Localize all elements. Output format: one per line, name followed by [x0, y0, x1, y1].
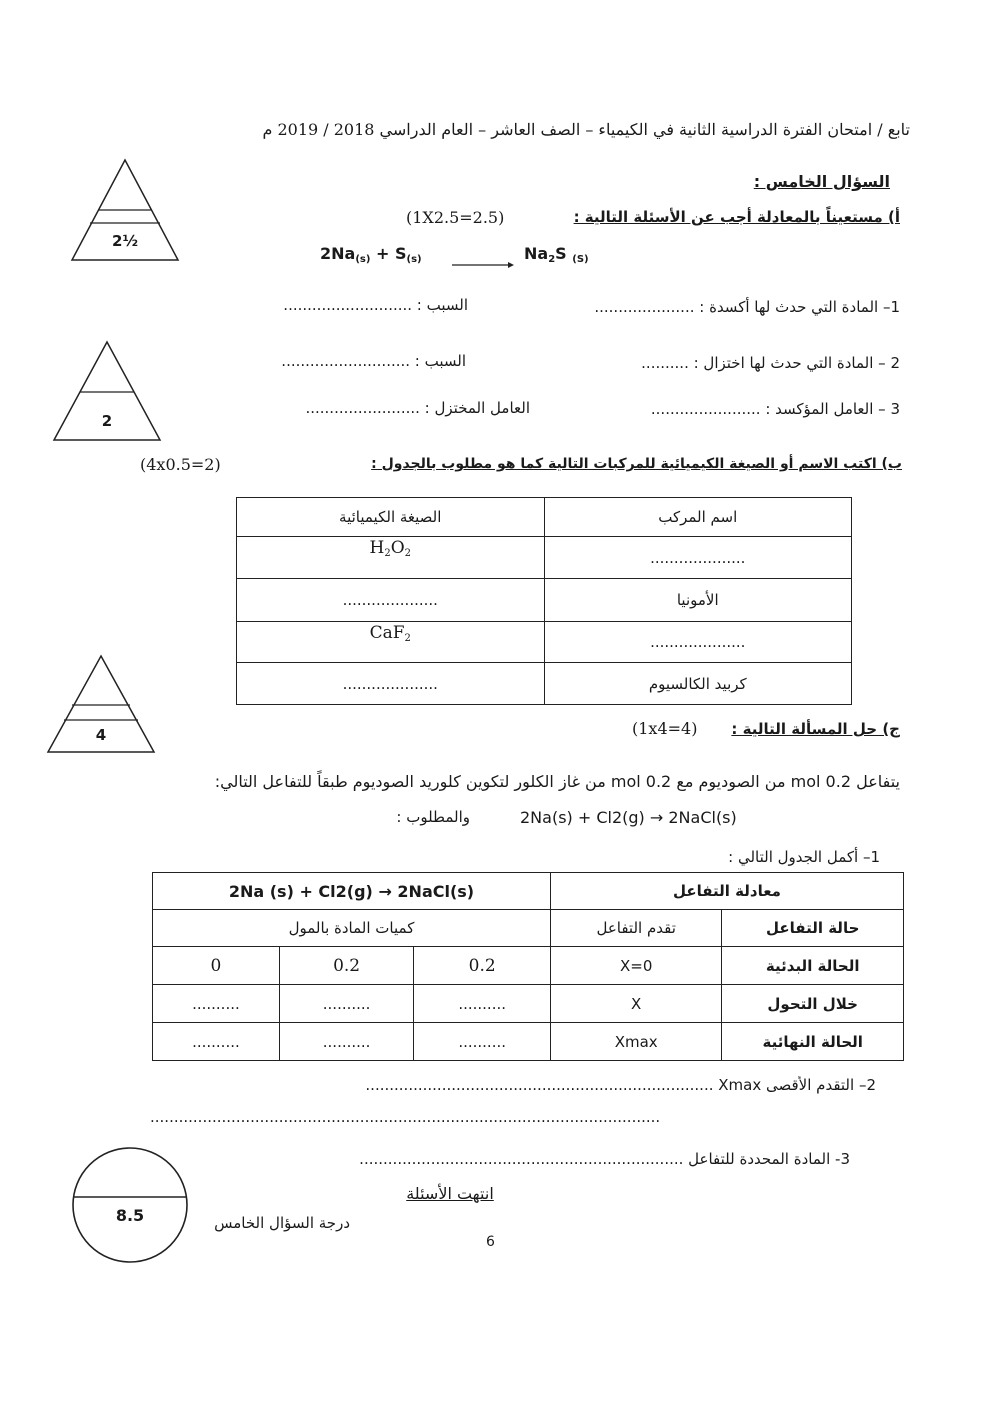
- part-b-marks: (4x0.5=2): [140, 455, 221, 474]
- formula-cell: [237, 622, 545, 663]
- header-equation: معادلة التفاعل: [550, 873, 903, 910]
- part-c-heading: ج) حل المسألة التالية :: [731, 720, 900, 738]
- required-label: والمطلوب :: [396, 808, 470, 826]
- q2-text: 2 – المادة التي حدث لها اختزال : ..........: [641, 354, 900, 372]
- cell-progress: X=0: [550, 947, 721, 985]
- formula-h: H: [369, 538, 385, 558]
- compound-table: [236, 497, 852, 705]
- task2-answer-line[interactable]: ...........................................................................................................: [150, 1108, 661, 1126]
- part-a-marks: (1X2.5=2.5): [406, 208, 505, 227]
- page-number: 6: [486, 1234, 495, 1250]
- reaction-table: [152, 872, 904, 1061]
- part-a-heading: أ) مستعيناً بالمعادلة أجب عن الأسئلة التالية :: [573, 208, 900, 226]
- formula-cell: [237, 537, 545, 579]
- name-cell: الأمونيا: [544, 579, 852, 622]
- col-name-header: اسم المركب: [544, 498, 852, 537]
- cell-state: الحالة النهائية: [722, 1023, 904, 1061]
- task2-text[interactable]: 2– التقدم الأقصى Xmax .........................................................................: [365, 1076, 876, 1094]
- cell-na: 0.2: [414, 947, 551, 985]
- equation-a: [320, 244, 422, 265]
- name-cell: كربيد الكالسيوم: [544, 663, 852, 705]
- cell-cl[interactable]: ..........: [279, 985, 414, 1023]
- formula-o: O: [390, 538, 405, 558]
- total-score-value: 8.5: [115, 1206, 145, 1225]
- cell-nacl[interactable]: ..........: [153, 1023, 280, 1061]
- name-cell[interactable]: ....................: [544, 537, 852, 579]
- eq-s: + S: [376, 244, 407, 263]
- part-c-marks: (1x4=4): [632, 719, 698, 738]
- q1-reason: السبب : ...........................: [283, 296, 468, 314]
- total-score-circle: [70, 1145, 190, 1265]
- cell-cl[interactable]: ..........: [279, 1023, 414, 1061]
- formula-cell[interactable]: ....................: [237, 663, 545, 705]
- name-cell[interactable]: ....................: [544, 622, 852, 663]
- page-header: تابع / امتحان الفترة الدراسية الثانية في الكيمياء – الصف العاشر – العام الدراسي 2018 / 2019 م: [262, 120, 910, 139]
- cell-nacl[interactable]: ..........: [153, 985, 280, 1023]
- eq-na-state: (s): [355, 254, 371, 265]
- score-label: درجة السؤال الخامس: [214, 1214, 350, 1232]
- section-title: السؤال الخامس :: [753, 172, 890, 191]
- eq-na: 2Na: [320, 244, 356, 263]
- cell-progress: X: [550, 985, 721, 1023]
- task1-label: 1– أكمل الجدول التالي :: [728, 848, 880, 866]
- header-progress: تقدم التفاعل: [550, 910, 721, 947]
- eq-s-state: (s): [406, 254, 422, 265]
- header-eq-text: 2Na (s) + Cl2(g) → 2NaCl(s): [153, 873, 551, 910]
- cell-state: الحالة البدئية: [722, 947, 904, 985]
- formula-o-sub: 2: [404, 548, 411, 559]
- task3-text[interactable]: 3- المادة المحددة للتفاعل ....................................................................: [359, 1150, 850, 1168]
- col-formula-header: الصيغة الكيميائية: [237, 498, 545, 537]
- score-b-value: 4: [95, 726, 107, 744]
- equation-a-product: [524, 244, 589, 265]
- problem-text: يتفاعل 0.2 mol من الصوديوم مع 0.2 mol من غاز الكلور لتكوين كلوريد الصوديوم طبقاً للتفاعل التالي:: [214, 772, 900, 791]
- cell-progress: Xmax: [550, 1023, 721, 1061]
- formula-h-sub: 2: [384, 548, 391, 559]
- eq-prod-state: (S): [572, 254, 589, 265]
- eq-prod-s: S: [555, 244, 567, 263]
- formula-cell[interactable]: ....................: [237, 579, 545, 622]
- cell-nacl: 0: [153, 947, 280, 985]
- eq-prod-sub: 2: [548, 254, 556, 265]
- q3-text: 3 – العامل المؤكسد : .......................: [650, 400, 900, 418]
- part-b-heading: ب) اكتب الاسم أو الصيغة الكيميائية للمركبات التالية كما هو مطلوب بالجدول :: [371, 456, 902, 472]
- header-state: حالة التفاعل: [722, 910, 904, 947]
- cell-state: خلال التحول: [722, 985, 904, 1023]
- q2-reason: السبب : ...........................: [281, 352, 466, 370]
- cell-cl: 0.2: [279, 947, 414, 985]
- cell-na[interactable]: ..........: [414, 1023, 551, 1061]
- cell-na[interactable]: ..........: [414, 985, 551, 1023]
- q3-reason: العامل المختزل : ........................: [305, 399, 530, 417]
- end-label: انتهت الأسئلة: [406, 1184, 494, 1203]
- header-amounts: كميات المادة بالمول: [153, 910, 551, 947]
- arrow-icon: [452, 254, 514, 273]
- formula-caf-sub: 2: [404, 633, 411, 644]
- eq-prod: Na: [524, 244, 549, 263]
- score-a2-value: 2: [101, 412, 113, 430]
- equation-c: 2Na(s) + Cl2(g) → 2NaCl(s): [520, 808, 737, 827]
- score-a-value: 2½: [112, 232, 138, 250]
- q1-text: 1– المادة التي حدث لها أكسدة : .....................: [594, 298, 900, 316]
- formula-caf: CaF: [369, 623, 405, 643]
